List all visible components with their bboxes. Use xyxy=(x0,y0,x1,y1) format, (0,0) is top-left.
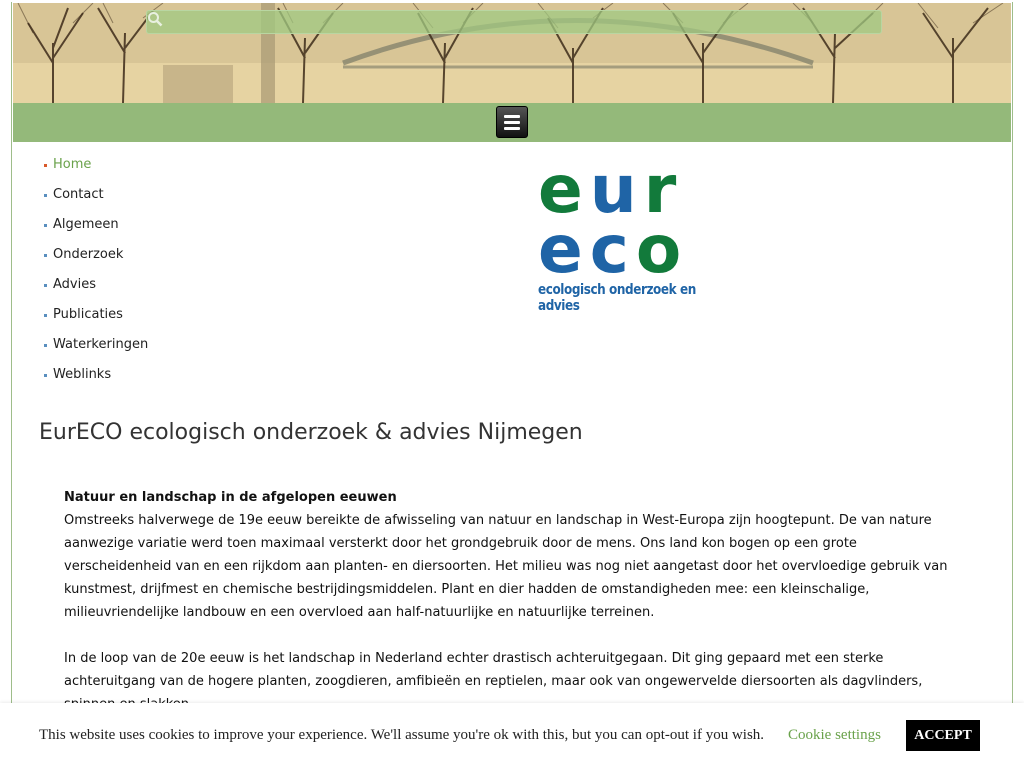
logo-tagline: ecologisch onderzoek en advies xyxy=(538,282,696,314)
logo-line-2 xyxy=(538,211,738,288)
search-icon[interactable] xyxy=(147,11,163,27)
cookie-consent-bar xyxy=(0,703,1024,768)
bullet-icon xyxy=(44,254,47,257)
bullet-icon xyxy=(44,284,47,287)
sidebar-nav xyxy=(42,154,148,394)
bullet-icon xyxy=(44,374,47,377)
nav-item-algemeen[interactable] xyxy=(42,214,148,244)
bullet-icon xyxy=(44,164,47,167)
menu-bar xyxy=(13,103,1011,142)
page-title: EurECO ecologisch onderzoek & advies Nijmegen xyxy=(39,420,583,445)
logo-letter: u xyxy=(589,151,644,228)
nav-item-label: Advies xyxy=(53,277,96,292)
article-heading: Natuur en landschap in de afgelopen eeuwen xyxy=(64,490,397,505)
nav-item-waterkeringen[interactable] xyxy=(42,334,148,364)
cookie-settings-link[interactable]: Cookie settings xyxy=(788,727,881,743)
hamburger-line xyxy=(504,121,520,124)
nav-item-weblinks[interactable] xyxy=(42,364,148,394)
article-paragraph: Omstreeks halverwege de 19e eeuw bereikte de afwisseling van natuur en landschap in West-Europa zijn hoogtepunt. De van nature aanwezige variatie werd toen maximaal versterkt door het grondgebruik door de mens. Ons land kon bogen op een grote verscheidenheid van en een rijkdom aan planten- en diersoorten. Het milieu was nog niet aangetast door het overvloedige gebruik van kunstmest, drijfmest en chemische bestrijdingsmiddelen. Plant en dier hadden de omstandigheden mee: een kleinschalige, milieuvriendelijke landbouw en een overvloed aan half-natuurlijke en natuurlijke terreinen. xyxy=(64,513,948,620)
nav-item-advies[interactable] xyxy=(42,274,148,304)
logo-letter: c xyxy=(589,211,636,288)
article-paragraph: In de loop van de 20e eeuw is het landschap in Nederland echter drastisch achteruitgegaan. Dit ging gepaard met een sterke achteruitgang van de hogere planten, zoogdieren, amfibieën en reptielen, maar ook van ongewervelde diersoorten als dagvlinders, xyxy=(64,651,923,689)
bullet-icon xyxy=(44,344,47,347)
hamburger-menu-button[interactable] xyxy=(496,106,528,138)
nav-item-home[interactable] xyxy=(42,154,148,184)
bullet-icon xyxy=(44,314,47,317)
nav-item-onderzoek[interactable] xyxy=(42,244,148,274)
logo-letter: r xyxy=(643,151,684,228)
nav-item-label: Weblinks xyxy=(53,367,112,382)
bullet-icon xyxy=(44,224,47,227)
search-bar[interactable] xyxy=(146,10,882,34)
cookie-message: This website uses cookies to improve your experience. We'll assume you're ok with this, but you can opt-out if you wish. xyxy=(39,727,765,743)
accept-button[interactable]: ACCEPT xyxy=(906,720,980,751)
page-container xyxy=(11,2,1013,768)
article-body xyxy=(64,487,964,739)
nav-item-label: Contact xyxy=(53,187,104,202)
hamburger-line xyxy=(504,127,520,130)
nav-item-label: Publicaties xyxy=(53,307,123,322)
logo-letter: e xyxy=(538,211,590,288)
eureco-logo xyxy=(538,151,738,314)
nav-item-label: Algemeen xyxy=(53,217,119,232)
logo-letter: o xyxy=(635,211,689,288)
search-input[interactable] xyxy=(147,12,863,32)
hamburger-line xyxy=(504,115,520,118)
nav-item-publicaties[interactable] xyxy=(42,304,148,334)
nav-item-contact[interactable] xyxy=(42,184,148,214)
header-banner xyxy=(13,3,1011,103)
nav-item-label: Waterkeringen xyxy=(53,337,149,352)
bullet-icon xyxy=(44,194,47,197)
nav-item-label: Onderzoek xyxy=(53,247,124,262)
logo-letter: e xyxy=(538,151,590,228)
nav-item-label: Home xyxy=(53,157,92,172)
